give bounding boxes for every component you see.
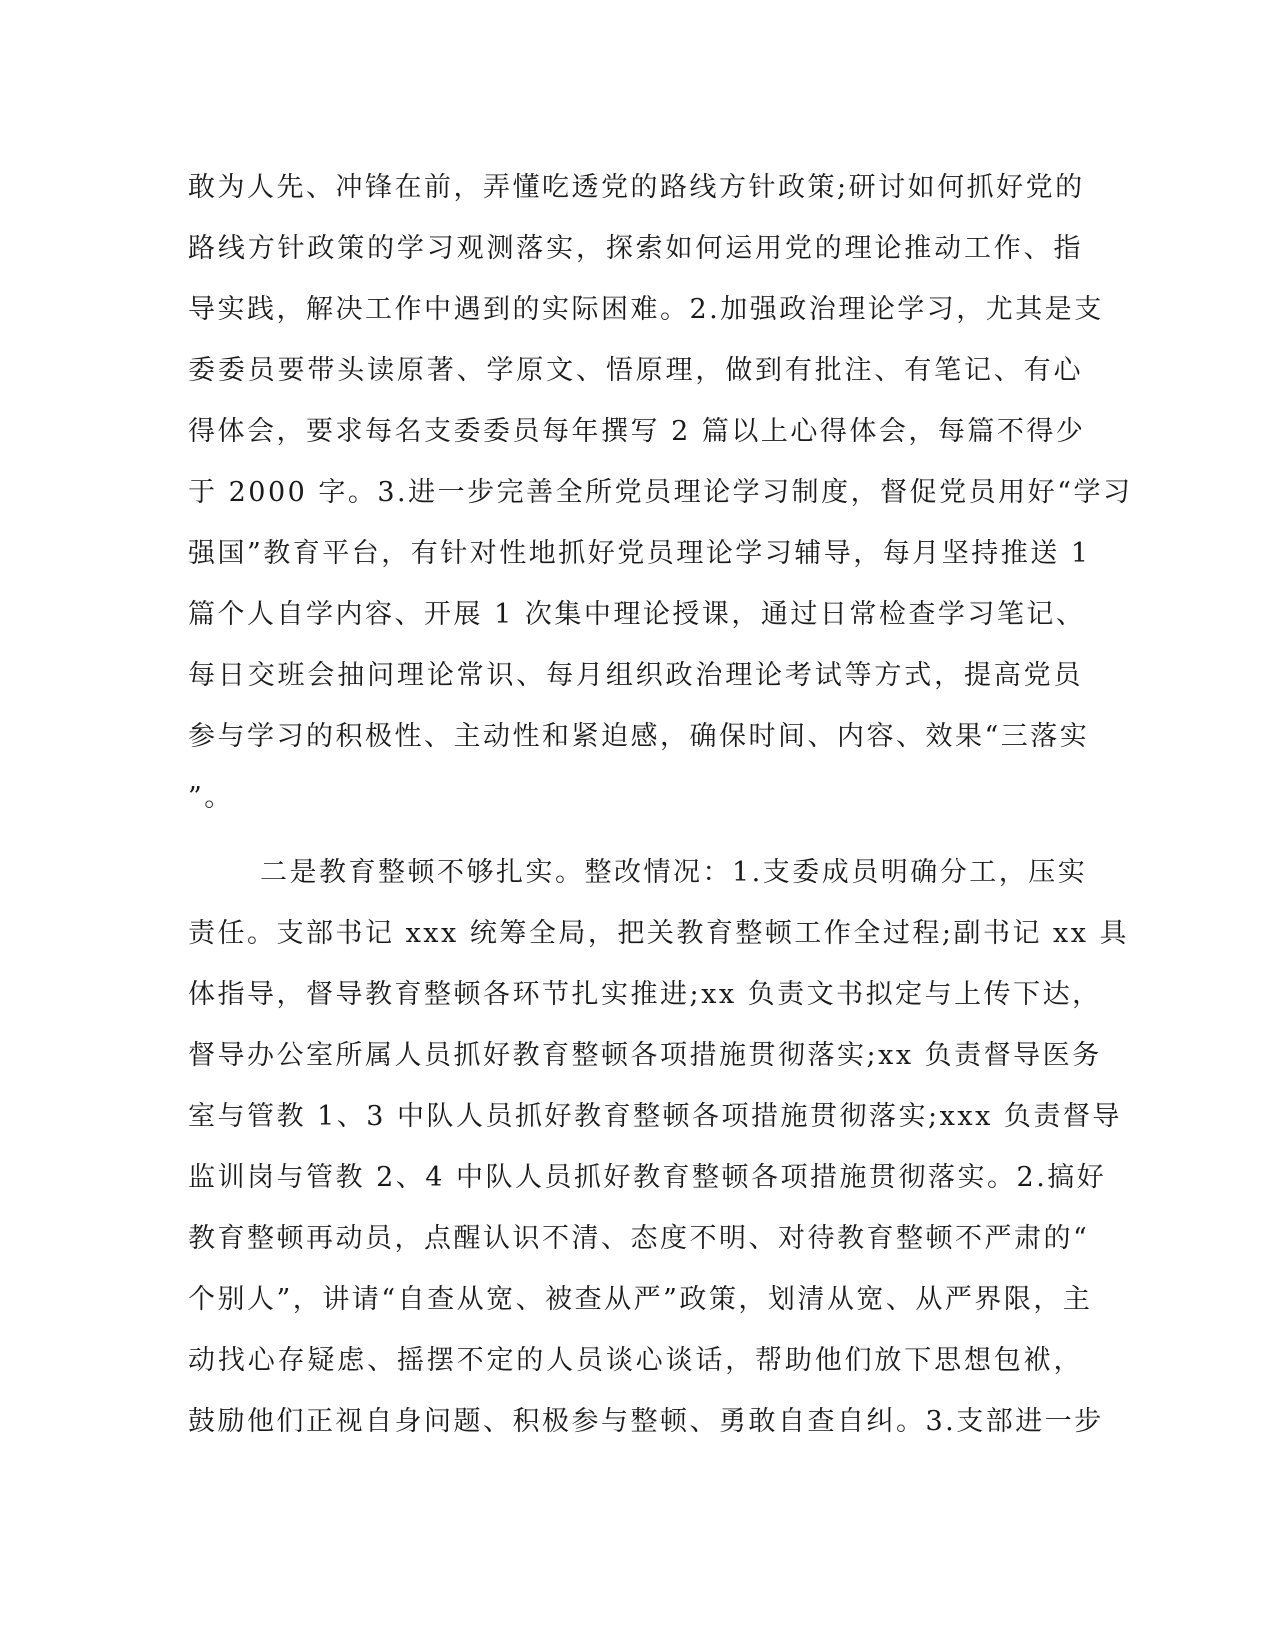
text-line: 二是教育整顿不够扎实。整改情况：1.支委成员明确分工，压实 — [260, 857, 1088, 888]
text-line: 体指导，督导教育整顿各环节扎实推进;xx 负责文书拟定与上传下达， — [188, 979, 1102, 1010]
text-line: 篇个人自学内容、开展 1 次集中理论授课，通过日常检查学习笔记、 — [188, 599, 1086, 630]
text-line: 于 2000 字。3.进一步完善全所党员理论学习制度，督促党员用好“学习 — [188, 477, 1133, 508]
text-line: 委委员要带头读原著、学原文、悟原理，做到有批注、有笔记、有心 — [188, 355, 1083, 386]
paragraph-2 — [188, 842, 1130, 1452]
text-line: 教育整顿再动员，点醒认识不清、态度不明、对待教育整顿不严肃的“ — [188, 1223, 1090, 1254]
text-line: 路线方针政策的学习观测落实，探索如何运用党的理论推动工作、指 — [188, 233, 1083, 264]
text-line: 每日交班会抽问理论常识、每月组织政治理论考试等方式，提高党员 — [188, 660, 1083, 691]
text-line: ”。 — [188, 782, 234, 813]
text-line: 得体会，要求每名支委委员每年撰写 2 篇以上心得体会，每篇不得少 — [188, 416, 1086, 447]
text-line: 责任。支部书记 xxx 统筹全局，把关教育整顿工作全过程;副书记 xx 具 — [188, 918, 1130, 949]
paragraph-1 — [188, 157, 1133, 828]
text-line: 督导办公室所属人员抓好教育整顿各项措施贯彻落实;xx 负责督导医务 — [188, 1040, 1102, 1071]
text-line: 导实践，解决工作中遇到的实际困难。2.加强政治理论学习，尤其是支 — [188, 294, 1104, 325]
text-line: 敢为人先、冲锋在前，弄懂吃透党的路线方针政策;研讨如何抓好党的 — [188, 172, 1085, 203]
text-line: 参与学习的积极性、主动性和紧迫感，确保时间、内容、效果“三落实 — [188, 721, 1090, 752]
text-line: 监训岗与管教 2、4 中队人员抓好教育整顿各项措施贯彻落实。2.搞好 — [188, 1162, 1107, 1193]
text-line: 个别人”，讲请“自查从宽、被查从严”政策，划清从宽、从严界限，主 — [188, 1284, 1093, 1315]
text-line: 动找心存疑虑、摇摆不定的人员谈心谈话，帮助他们放下思想包袱， — [188, 1345, 1083, 1376]
text-line: 强国”教育平台，有针对性地抓好党员理论学习辅导，每月坚持推送 1 — [188, 538, 1091, 569]
text-line: 室与管教 1、3 中队人员抓好教育整顿各项措施贯彻落实;xxx 负责督导 — [188, 1101, 1122, 1132]
text-line: 鼓励他们正视自身问题、积极参与整顿、勇敢自查自纠。3.支部进一步 — [188, 1406, 1104, 1437]
